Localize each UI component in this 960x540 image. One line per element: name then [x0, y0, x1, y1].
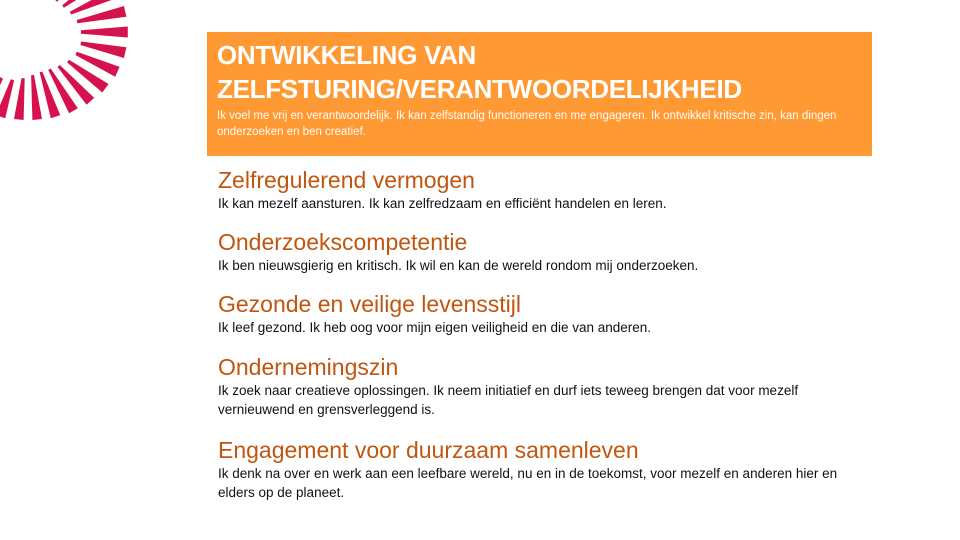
logo-stripe: [0, 79, 14, 118]
section-description: Ik denk na over en werk aan een leefbare wereld, nu en in de toekomst, voor mezelf en anderen hier en elders op de planeet.: [218, 466, 838, 500]
section-heading: Ondernemingszin: [218, 354, 399, 380]
header-intro-text: Ik voel me vrij en verantwoordelijk. Ik kan zelfstandig functioneren en me engageren. Ik ontwikkel kritische zin, kan dingen onderzoeken en ben creatief.: [217, 110, 837, 138]
section-description: Ik leef gezond. Ik heb oog voor mijn eigen veiligheid en die van anderen.: [218, 320, 652, 335]
section-heading: Zelfregulerend vermogen: [218, 167, 475, 193]
header-title-line-1: ONTWIKKELING VAN: [217, 40, 477, 70]
logo-stripe: [81, 27, 128, 38]
logo-stripe: [14, 78, 25, 120]
section-description: Ik zoek naar creatieve oplossingen. Ik neem initiatief en durf iets teweeg brengen dat voor mezelf vernieuwend en grensverleggend is.: [218, 383, 799, 417]
section-onderzoek: [218, 228, 858, 275]
section-heading: Onderzoekscompetentie: [218, 229, 468, 255]
section-engagement: [218, 436, 858, 502]
section-heading: Engagement voor duurzaam samenleven: [218, 437, 639, 463]
section-zelfregulerend: [218, 166, 858, 213]
section-levensstijl: [218, 290, 858, 337]
section-description: Ik kan mezelf aansturen. Ik kan zelfredzaam en efficiënt handelen en leren.: [218, 196, 667, 211]
section-heading: Gezonde en veilige levensstijl: [218, 291, 522, 317]
logo-stripe: [31, 75, 42, 120]
section-description: Ik ben nieuwsgierig en kritisch. Ik wil en kan de wereld rondom mij onderzoeken.: [218, 258, 699, 273]
section-ondernemingszin: [218, 353, 858, 419]
header-title-line-2: ZELFSTURING/VERANTWOORDELIJKHEID: [217, 74, 742, 104]
header-banner: [207, 32, 872, 156]
radial-stripes-logo-icon: [0, 0, 150, 140]
